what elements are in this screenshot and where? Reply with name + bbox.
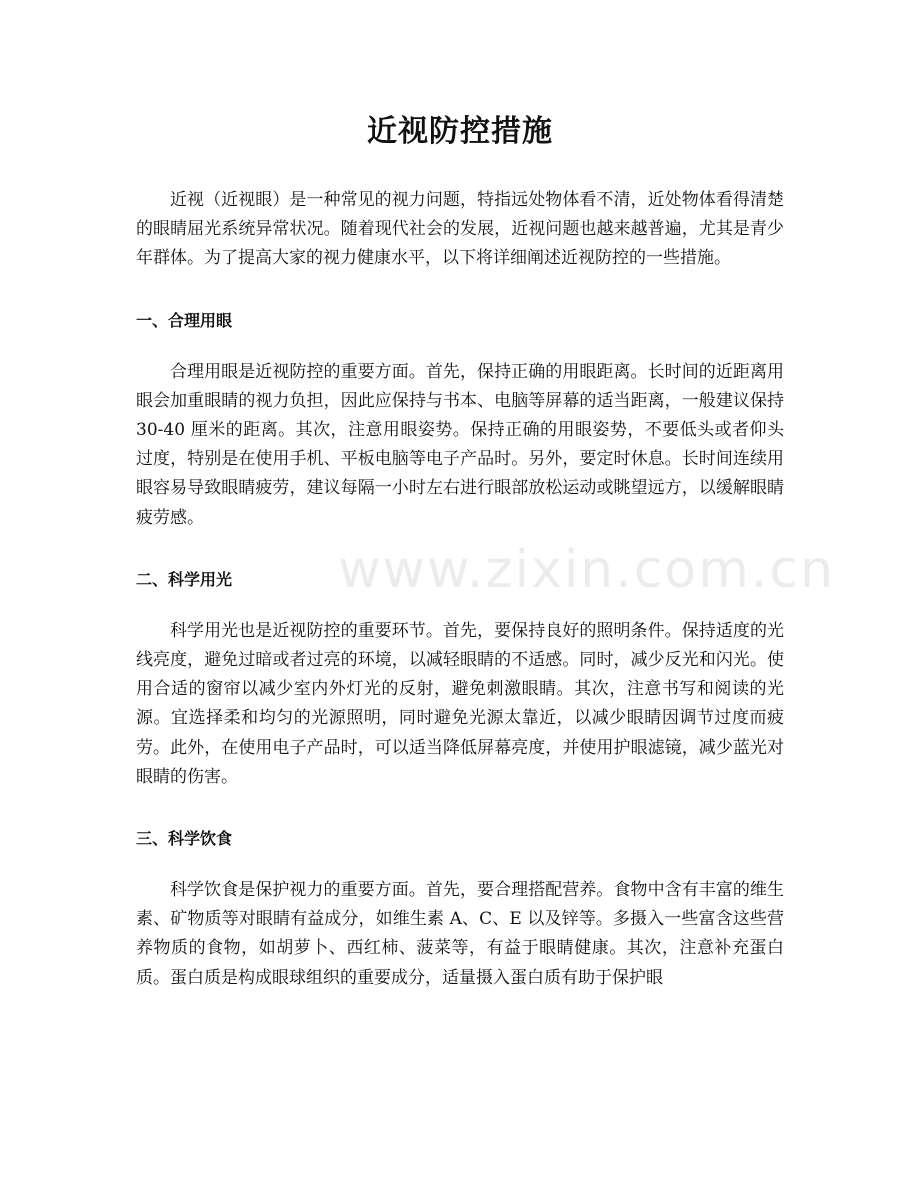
section-body-2: 科学用光也是近视防控的重要环节。首先，要保持良好的照明条件。保持适度的光线亮度，避免过暗或者过亮的环境，以减轻眼睛的不适感。同时，减少反光和闪光。使用合适的窗帘以减少室内外灯光的反射，避免刺激眼睛。其次，注意书写和阅读的光源。宜选择柔和均匀的光源照明，同时避免光源太靠近，以减少眼睛因调节过度而疲劳。此外，在使用电子产品时，可以适当降低屏幕亮度，并使用护眼滤镜，减少蓝光对眼睛的伤害。 [136, 620, 784, 787]
page-title: 近视防控措施 [367, 114, 553, 149]
section-heading-3: 三、科学饮食 [136, 829, 233, 849]
intro-paragraph: 近视（近视眼）是一种常见的视力问题，特指远处物体看不清，近处物体看得清楚的眼睛屈光系统异常状况。随着现代社会的发展，近视问题也越来越普遍，尤其是青少年群体。为了提高大家的视力健康水平，以下将详细阐述近视防控的一些措施。 [136, 190, 784, 269]
document-body [136, 186, 784, 993]
section-heading-1: 一、合理用眼 [136, 310, 233, 330]
watermark: www.zixin.com.cn [338, 540, 835, 600]
section-body-3: 科学饮食是保护视力的重要方面。首先，要合理搭配营养。食物中含有丰富的维生素、矿物质等对眼睛有益成分，如维生素 A、C、E 以及锌等。多摄入一些富含这些营养物质的食物，如胡萝卜、西红柿、菠菜等，有益于眼睛健康。其次，注意补充蛋白质。蛋白质是构成眼球组织的重要成分，适量摄入蛋白质有助于保护眼 [136, 880, 784, 988]
section-heading-2: 二、科学用光 [136, 569, 233, 589]
section-body-1: 合理用眼是近视防控的重要方面。首先，保持正确的用眼距离。长时间的近距离用眼会加重眼睛的视力负担，因此应保持与书本、电脑等屏幕的适当距离，一般建议保持 30-40 厘米的距离。其次，注意用眼姿势。保持正确的用眼姿势，不要低头或者仰头过度，特别是在使用手机、平板电脑等电子产品时。另外，要定时休息。长时间连续用眼容易导致眼睛疲劳，建议每隔一小时左右进行眼部放松运动或眺望远方，以缓解眼睛疲劳感。 [136, 361, 784, 528]
